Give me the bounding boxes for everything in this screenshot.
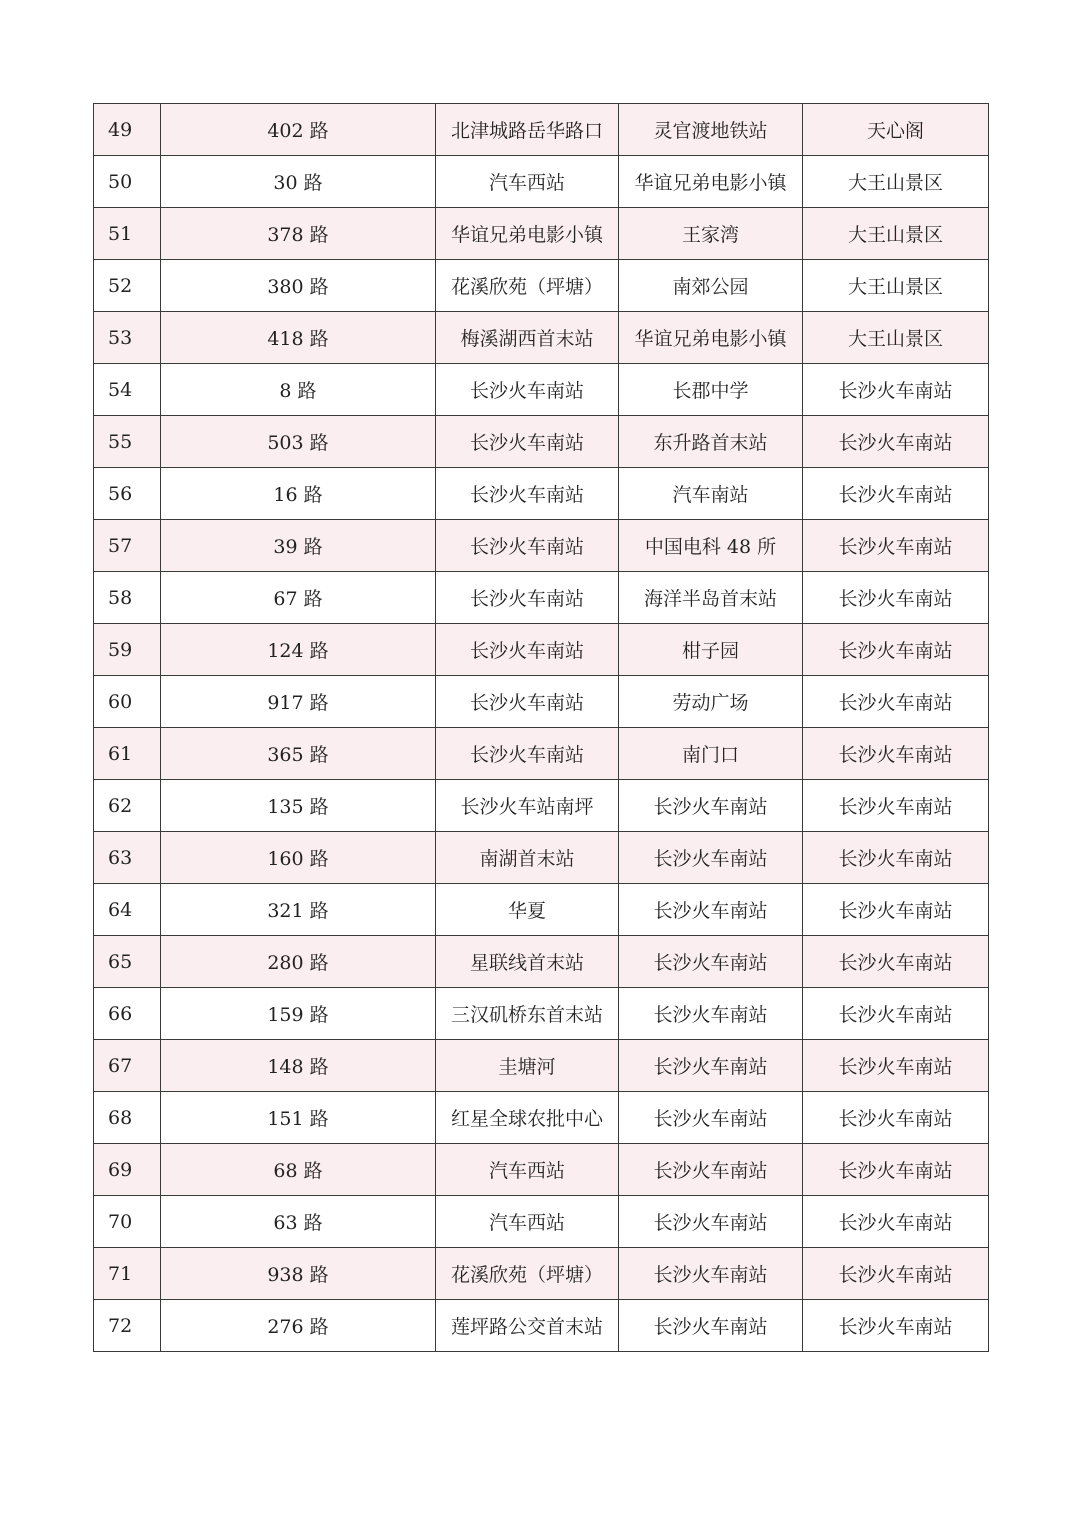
stop-b-cell: 长沙火车南站 bbox=[619, 988, 803, 1040]
stop-b-cell: 王家湾 bbox=[619, 208, 803, 260]
row-number-cell: 65 bbox=[94, 936, 161, 988]
row-number-cell: 57 bbox=[94, 520, 161, 572]
route-name-cell: 67 路 bbox=[161, 572, 436, 624]
stop-b-cell: 长沙火车南站 bbox=[619, 780, 803, 832]
route-name-cell: 124 路 bbox=[161, 624, 436, 676]
bus-route-table bbox=[93, 103, 989, 1352]
row-number-cell: 72 bbox=[94, 1300, 161, 1352]
stop-c-cell: 长沙火车南站 bbox=[803, 364, 989, 416]
row-number-cell: 71 bbox=[94, 1248, 161, 1300]
stop-a-cell: 华夏 bbox=[436, 884, 619, 936]
route-name-cell: 380 路 bbox=[161, 260, 436, 312]
stop-a-cell: 圭塘河 bbox=[436, 1040, 619, 1092]
route-name-cell: 917 路 bbox=[161, 676, 436, 728]
stop-a-cell: 长沙火车南站 bbox=[436, 572, 619, 624]
stop-c-cell: 长沙火车南站 bbox=[803, 988, 989, 1040]
stop-a-cell: 汽车西站 bbox=[436, 156, 619, 208]
stop-a-cell: 长沙火车站南坪 bbox=[436, 780, 619, 832]
table-row bbox=[94, 780, 989, 832]
route-name-cell: 63 路 bbox=[161, 1196, 436, 1248]
route-name-cell: 39 路 bbox=[161, 520, 436, 572]
row-number-cell: 58 bbox=[94, 572, 161, 624]
stop-b-cell: 长沙火车南站 bbox=[619, 1144, 803, 1196]
stop-a-cell: 星联线首末站 bbox=[436, 936, 619, 988]
stop-b-cell: 长郡中学 bbox=[619, 364, 803, 416]
stop-c-cell: 长沙火车南站 bbox=[803, 1092, 989, 1144]
route-name-cell: 276 路 bbox=[161, 1300, 436, 1352]
stop-c-cell: 长沙火车南站 bbox=[803, 1248, 989, 1300]
stop-b-cell: 中国电科 48 所 bbox=[619, 520, 803, 572]
stop-c-cell: 长沙火车南站 bbox=[803, 572, 989, 624]
table-row bbox=[94, 312, 989, 364]
stop-a-cell: 莲坪路公交首末站 bbox=[436, 1300, 619, 1352]
stop-c-cell: 长沙火车南站 bbox=[803, 728, 989, 780]
stop-a-cell: 北津城路岳华路口 bbox=[436, 104, 619, 156]
stop-a-cell: 汽车西站 bbox=[436, 1144, 619, 1196]
route-name-cell: 135 路 bbox=[161, 780, 436, 832]
stop-b-cell: 灵官渡地铁站 bbox=[619, 104, 803, 156]
route-name-cell: 280 路 bbox=[161, 936, 436, 988]
stop-c-cell: 长沙火车南站 bbox=[803, 832, 989, 884]
stop-c-cell: 长沙火车南站 bbox=[803, 1040, 989, 1092]
stop-c-cell: 长沙火车南站 bbox=[803, 520, 989, 572]
row-number-cell: 69 bbox=[94, 1144, 161, 1196]
stop-a-cell: 长沙火车南站 bbox=[436, 364, 619, 416]
route-name-cell: 503 路 bbox=[161, 416, 436, 468]
stop-c-cell: 长沙火车南站 bbox=[803, 416, 989, 468]
stop-a-cell: 长沙火车南站 bbox=[436, 416, 619, 468]
stop-b-cell: 长沙火车南站 bbox=[619, 832, 803, 884]
row-number-cell: 55 bbox=[94, 416, 161, 468]
row-number-cell: 61 bbox=[94, 728, 161, 780]
stop-b-cell: 长沙火车南站 bbox=[619, 1092, 803, 1144]
table-row bbox=[94, 728, 989, 780]
row-number-cell: 51 bbox=[94, 208, 161, 260]
route-name-cell: 938 路 bbox=[161, 1248, 436, 1300]
stop-a-cell: 花溪欣苑（坪塘） bbox=[436, 260, 619, 312]
stop-c-cell: 大王山景区 bbox=[803, 312, 989, 364]
route-name-cell: 321 路 bbox=[161, 884, 436, 936]
route-name-cell: 365 路 bbox=[161, 728, 436, 780]
stop-b-cell: 长沙火车南站 bbox=[619, 1248, 803, 1300]
stop-a-cell: 长沙火车南站 bbox=[436, 520, 619, 572]
route-name-cell: 160 路 bbox=[161, 832, 436, 884]
stop-c-cell: 长沙火车南站 bbox=[803, 1300, 989, 1352]
row-number-cell: 54 bbox=[94, 364, 161, 416]
row-number-cell: 70 bbox=[94, 1196, 161, 1248]
stop-b-cell: 华谊兄弟电影小镇 bbox=[619, 156, 803, 208]
stop-b-cell: 海洋半岛首末站 bbox=[619, 572, 803, 624]
table-row bbox=[94, 260, 989, 312]
stop-a-cell: 三汉矶桥东首末站 bbox=[436, 988, 619, 1040]
stop-b-cell: 长沙火车南站 bbox=[619, 936, 803, 988]
row-number-cell: 49 bbox=[94, 104, 161, 156]
stop-a-cell: 梅溪湖西首末站 bbox=[436, 312, 619, 364]
row-number-cell: 60 bbox=[94, 676, 161, 728]
stop-a-cell: 汽车西站 bbox=[436, 1196, 619, 1248]
route-table-body bbox=[94, 104, 989, 1352]
stop-a-cell: 长沙火车南站 bbox=[436, 676, 619, 728]
stop-a-cell: 长沙火车南站 bbox=[436, 468, 619, 520]
stop-c-cell: 长沙火车南站 bbox=[803, 1196, 989, 1248]
row-number-cell: 64 bbox=[94, 884, 161, 936]
stop-c-cell: 大王山景区 bbox=[803, 208, 989, 260]
row-number-cell: 66 bbox=[94, 988, 161, 1040]
stop-b-cell: 汽车南站 bbox=[619, 468, 803, 520]
table-row bbox=[94, 832, 989, 884]
table-row bbox=[94, 1248, 989, 1300]
stop-c-cell: 大王山景区 bbox=[803, 156, 989, 208]
table-row bbox=[94, 208, 989, 260]
table-row bbox=[94, 1092, 989, 1144]
stop-b-cell: 长沙火车南站 bbox=[619, 1196, 803, 1248]
table-row bbox=[94, 520, 989, 572]
route-name-cell: 159 路 bbox=[161, 988, 436, 1040]
stop-a-cell: 南湖首末站 bbox=[436, 832, 619, 884]
row-number-cell: 62 bbox=[94, 780, 161, 832]
stop-c-cell: 长沙火车南站 bbox=[803, 676, 989, 728]
table-row bbox=[94, 1300, 989, 1352]
row-number-cell: 67 bbox=[94, 1040, 161, 1092]
table-row bbox=[94, 1144, 989, 1196]
stop-a-cell: 红星全球农批中心 bbox=[436, 1092, 619, 1144]
stop-b-cell: 长沙火车南站 bbox=[619, 1300, 803, 1352]
table-row bbox=[94, 936, 989, 988]
stop-c-cell: 天心阁 bbox=[803, 104, 989, 156]
row-number-cell: 53 bbox=[94, 312, 161, 364]
table-row bbox=[94, 416, 989, 468]
table-row bbox=[94, 988, 989, 1040]
stop-c-cell: 长沙火车南站 bbox=[803, 884, 989, 936]
row-number-cell: 68 bbox=[94, 1092, 161, 1144]
route-name-cell: 402 路 bbox=[161, 104, 436, 156]
route-name-cell: 148 路 bbox=[161, 1040, 436, 1092]
stop-c-cell: 长沙火车南站 bbox=[803, 468, 989, 520]
stop-b-cell: 长沙火车南站 bbox=[619, 884, 803, 936]
route-name-cell: 151 路 bbox=[161, 1092, 436, 1144]
row-number-cell: 59 bbox=[94, 624, 161, 676]
route-name-cell: 16 路 bbox=[161, 468, 436, 520]
table-row bbox=[94, 676, 989, 728]
stop-b-cell: 长沙火车南站 bbox=[619, 1040, 803, 1092]
stop-b-cell: 东升路首末站 bbox=[619, 416, 803, 468]
table-row bbox=[94, 624, 989, 676]
stop-c-cell: 长沙火车南站 bbox=[803, 936, 989, 988]
table-row bbox=[94, 364, 989, 416]
table-row bbox=[94, 1196, 989, 1248]
stop-b-cell: 柑子园 bbox=[619, 624, 803, 676]
stop-c-cell: 长沙火车南站 bbox=[803, 780, 989, 832]
table-row bbox=[94, 1040, 989, 1092]
table-row bbox=[94, 104, 989, 156]
route-name-cell: 418 路 bbox=[161, 312, 436, 364]
stop-a-cell: 华谊兄弟电影小镇 bbox=[436, 208, 619, 260]
table-row bbox=[94, 156, 989, 208]
route-name-cell: 378 路 bbox=[161, 208, 436, 260]
row-number-cell: 52 bbox=[94, 260, 161, 312]
row-number-cell: 56 bbox=[94, 468, 161, 520]
stop-b-cell: 劳动广场 bbox=[619, 676, 803, 728]
row-number-cell: 50 bbox=[94, 156, 161, 208]
stop-a-cell: 长沙火车南站 bbox=[436, 728, 619, 780]
route-name-cell: 30 路 bbox=[161, 156, 436, 208]
stop-b-cell: 南门口 bbox=[619, 728, 803, 780]
stop-b-cell: 华谊兄弟电影小镇 bbox=[619, 312, 803, 364]
stop-c-cell: 大王山景区 bbox=[803, 260, 989, 312]
route-name-cell: 8 路 bbox=[161, 364, 436, 416]
stop-c-cell: 长沙火车南站 bbox=[803, 624, 989, 676]
table-row bbox=[94, 468, 989, 520]
route-name-cell: 68 路 bbox=[161, 1144, 436, 1196]
table-row bbox=[94, 572, 989, 624]
stop-a-cell: 长沙火车南站 bbox=[436, 624, 619, 676]
stop-a-cell: 花溪欣苑（坪塘） bbox=[436, 1248, 619, 1300]
stop-b-cell: 南郊公园 bbox=[619, 260, 803, 312]
stop-c-cell: 长沙火车南站 bbox=[803, 1144, 989, 1196]
row-number-cell: 63 bbox=[94, 832, 161, 884]
table-row bbox=[94, 884, 989, 936]
